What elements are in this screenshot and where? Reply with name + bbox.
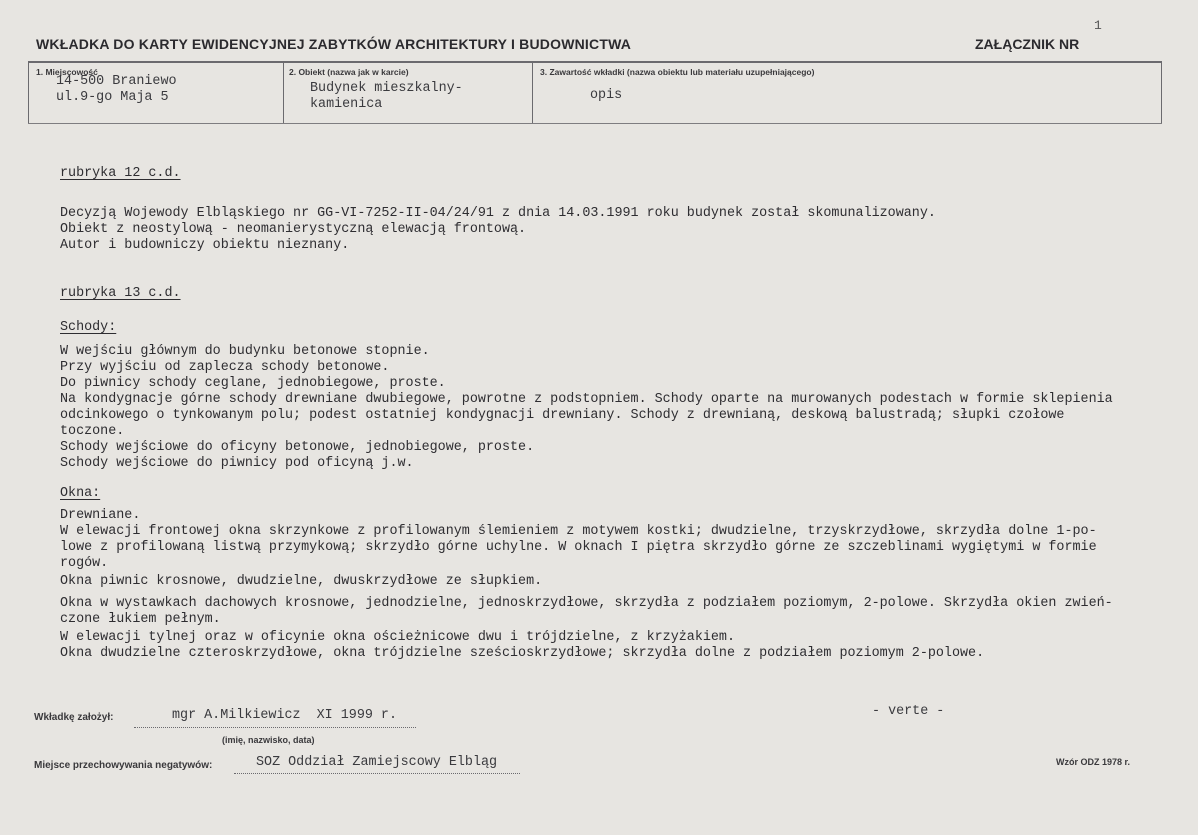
field-2-label: 2. Obiekt (nazwa jak w karcie) <box>289 67 409 77</box>
header-rule-bottom <box>28 123 1162 124</box>
field-1-line-2: ul.9-go Maja 5 <box>56 90 169 105</box>
page-number: 1 <box>1094 18 1102 33</box>
author-label: Wkładkę założył: <box>34 712 114 723</box>
schody-line: Na kondygnacje górne schody drewniane dwubiegowe, powrotne z podstopniem. Schody oparte na murowanych podestach w formie sklepienia <box>60 392 1113 407</box>
header-divider-1 <box>283 63 284 123</box>
okna-line: W elewacji frontowej okna skrzynkowe z profilowanym ślemieniem z motywem kostki; dwudzielne, trzyskrzydłowe, skrzydła dolne 1-po- <box>60 524 1097 539</box>
okna-heading: Okna: <box>60 486 101 501</box>
schody-line: Schody wejściowe do oficyny betonowe, jednobiegowe, proste. <box>60 440 535 455</box>
attachment-number-label: ZAŁĄCZNIK NR <box>975 36 1080 52</box>
form-title: WKŁADKA DO KARTY EWIDENCYJNEJ ZABYTKÓW ARCHITEKTURY I BUDOWNICTWA <box>36 36 632 52</box>
schody-line: odcinkowego o tynkowanym polu; podest ostatniej kondygnacji drewniany. Schody z drewnianą, deskową balustradą; słupki czołowe <box>60 408 1065 423</box>
field-1-line-1: 14-500 Braniewo <box>56 74 177 89</box>
schody-line: Do piwnicy schody ceglane, jednobiegowe, proste. <box>60 376 446 391</box>
field-1-label: 1. Miejscowość <box>36 67 98 77</box>
negatives-dotted-line <box>234 773 520 774</box>
header-divider-2 <box>532 63 533 123</box>
field-3-value: opis <box>590 88 623 103</box>
okna-line: Okna piwnic krosnowe, dwudzielne, dwuskrzydłowe ze słupkiem. <box>60 574 543 589</box>
negatives-location-value: SOZ Oddział Zamiejscowy Elbląg <box>256 755 498 770</box>
rubryka-12-heading: rubryka 12 c.d. <box>60 166 181 181</box>
form-template-id: Wzór ODZ 1978 r. <box>1056 757 1131 767</box>
okna-line: rogów. <box>60 556 109 571</box>
okna-line: lowe z profilowaną listwą przymykową; skrzydło górne uchylne. W oknach I piętra skrzydło górne ze szczeblinami wygiętymi w formie <box>60 540 1097 555</box>
author-dotted-line <box>134 727 416 728</box>
okna-line: Drewniane. <box>60 508 141 523</box>
okna-line: czone łukiem pełnym. <box>60 612 221 627</box>
author-value: mgr A.Milkiewicz XI 1999 r. <box>172 708 397 723</box>
header-rule-top <box>28 61 1162 63</box>
okna-line: Okna dwudzielne czteroskrzydłowe, okna trójdzielne sześcioskrzydłowe; skrzydła dolne z podziałem poziomym 2-polowe. <box>60 646 985 661</box>
rubryka-12-line: Decyzją Wojewody Elbląskiego nr GG-VI-7252-II-04/24/91 z dnia 14.03.1991 roku budynek został skomunalizowany. <box>60 206 936 221</box>
field-3-label: 3. Zawartość wkładki (nazwa obiektu lub materiału uzupełniającego) <box>540 67 815 77</box>
negatives-location-label: Miejsce przechowywania negatywów: <box>34 760 213 771</box>
header-left-border <box>28 63 29 123</box>
field-2-line-1: Budynek mieszkalny- <box>310 81 463 96</box>
verte-text: - verte - <box>872 704 945 719</box>
schody-line: toczone. <box>60 424 125 439</box>
schody-heading: Schody: <box>60 320 117 335</box>
header-right-border <box>1161 63 1162 123</box>
okna-line: W elewacji tylnej oraz w oficynie okna ościeżnicowe dwu i trójdzielne, z krzyżakiem. <box>60 630 735 645</box>
schody-line: Schody wejściowe do piwnicy pod oficyną j.w. <box>60 456 414 471</box>
schody-line: W wejściu głównym do budynku betonowe stopnie. <box>60 344 430 359</box>
field-2-line-2: kamienica <box>310 97 383 112</box>
rubryka-12-line: Obiekt z neostylową - neomanierystyczną elewacją frontową. <box>60 222 527 237</box>
rubryka-12-line: Autor i budowniczy obiektu nieznany. <box>60 238 350 253</box>
schody-line: Przy wyjściu od zaplecza schody betonowe. <box>60 360 390 375</box>
okna-line: Okna w wystawkach dachowych krosnowe, jednodzielne, jednoskrzydłowe, skrzydła z podziałem poziomym, 2-polowe. Skrzydła okien zwień- <box>60 596 1113 611</box>
rubryka-13-heading: rubryka 13 c.d. <box>60 286 181 301</box>
author-note: (imię, nazwisko, data) <box>222 735 315 745</box>
